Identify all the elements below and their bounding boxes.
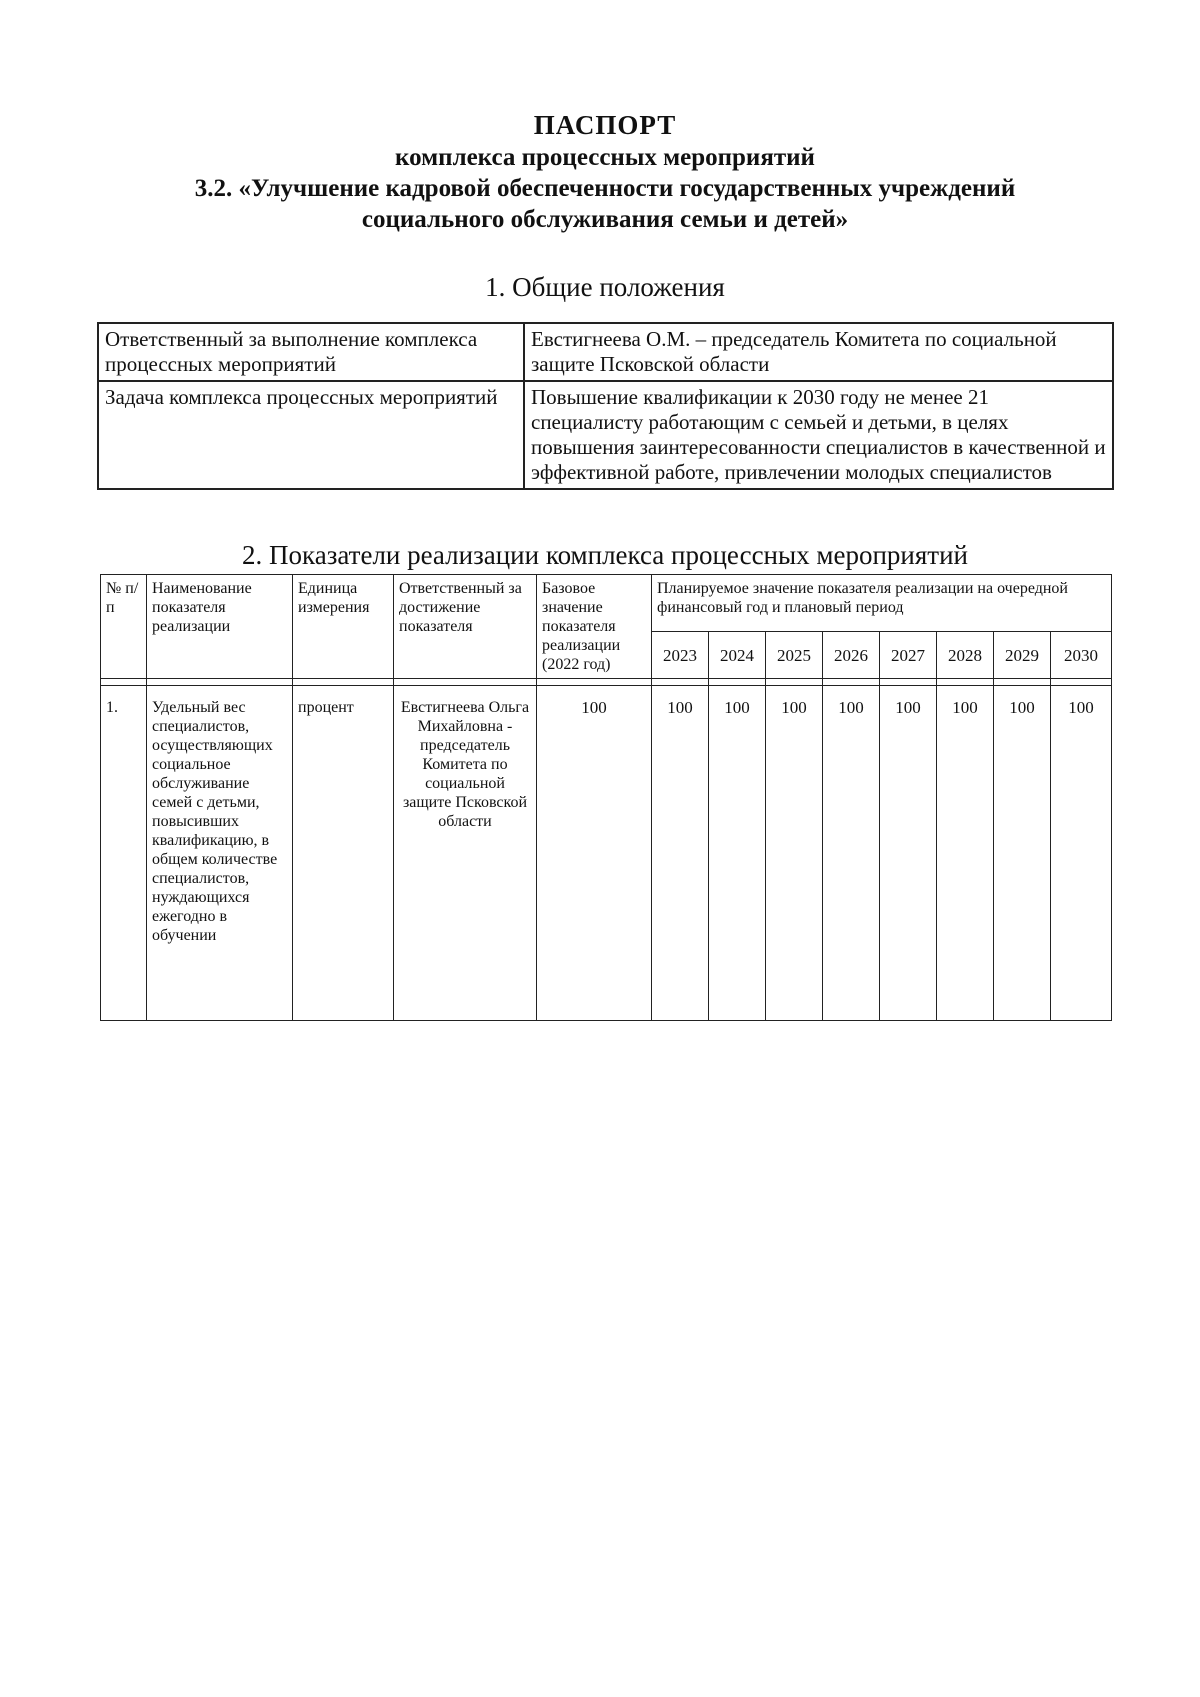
table-row <box>98 381 1113 489</box>
table-row <box>101 686 1112 1021</box>
row-year-value: 100 <box>880 686 937 1021</box>
header-base: Базовое значение показателя реализации (2022 год) <box>537 575 652 679</box>
row-year-value: 100 <box>709 686 766 1021</box>
header-year: 2024 <box>709 632 766 679</box>
header-responsible: Ответственный за достижение показателя <box>394 575 537 679</box>
row-unit: процент <box>293 686 394 1021</box>
header-year: 2025 <box>766 632 823 679</box>
responsible-value: Евстигнеева О.М. – председатель Комитета по социальной защите Псковской области <box>524 323 1113 381</box>
row-responsible: Евстигнеева Ольга Михайловна - председатель Комитета по социальной защите Псковской области <box>394 686 537 1021</box>
row-year-value: 100 <box>994 686 1051 1021</box>
header-year: 2030 <box>1051 632 1112 679</box>
row-year-value: 100 <box>1051 686 1112 1021</box>
document-title: ПАСПОРТ <box>533 110 677 140</box>
header-unit: Единица измерения <box>293 575 394 679</box>
row-year-value: 100 <box>823 686 880 1021</box>
document-subtitle-3: социального обслуживания семьи и детей» <box>361 206 849 233</box>
header-year: 2023 <box>652 632 709 679</box>
document-subtitle-1: комплекса процессных мероприятий <box>395 144 815 171</box>
general-provisions-table <box>97 322 1114 490</box>
task-value: Повышение квалификации к 2030 году не менее 21 специалисту работающим с семьей и детьми, в целях повышения заинтересованности специалистов в качественной и эффективной работе, привлечении молодых специалистов <box>524 381 1113 489</box>
table-row <box>98 323 1113 381</box>
responsible-label: Ответственный за выполнение комплекса процессных мероприятий <box>98 323 524 381</box>
document-subtitle-2: 3.2. «Улучшение кадровой обеспеченности государственных учреждений <box>194 175 1016 202</box>
section-2-title: 2. Показатели реализации комплекса процессных мероприятий <box>242 540 968 570</box>
row-num: 1. <box>101 686 147 1021</box>
header-year: 2026 <box>823 632 880 679</box>
section-1-title: 1. Общие положения <box>485 272 725 302</box>
header-planned: Планируемое значение показателя реализации на очередной финансовый год и плановый период <box>652 575 1112 632</box>
task-label: Задача комплекса процессных мероприятий <box>98 381 524 489</box>
row-year-value: 100 <box>652 686 709 1021</box>
row-base-value: 100 <box>537 686 652 1021</box>
row-year-value: 100 <box>766 686 823 1021</box>
row-name: Удельный вес специалистов, осуществляющих социальное обслуживание семей с детьми, повысивших квалификацию, в общем количестве специалистов, нуждающихся ежегодно в обучении <box>147 686 293 1021</box>
header-num: № п/п <box>101 575 147 679</box>
table-spacer-row <box>101 679 1112 686</box>
header-name: Наименование показателя реализации <box>147 575 293 679</box>
row-year-value: 100 <box>937 686 994 1021</box>
header-year: 2028 <box>937 632 994 679</box>
header-year: 2027 <box>880 632 937 679</box>
document-header <box>100 108 1110 235</box>
indicators-table <box>100 574 1112 1021</box>
table-header-row <box>101 575 1112 632</box>
header-year: 2029 <box>994 632 1051 679</box>
